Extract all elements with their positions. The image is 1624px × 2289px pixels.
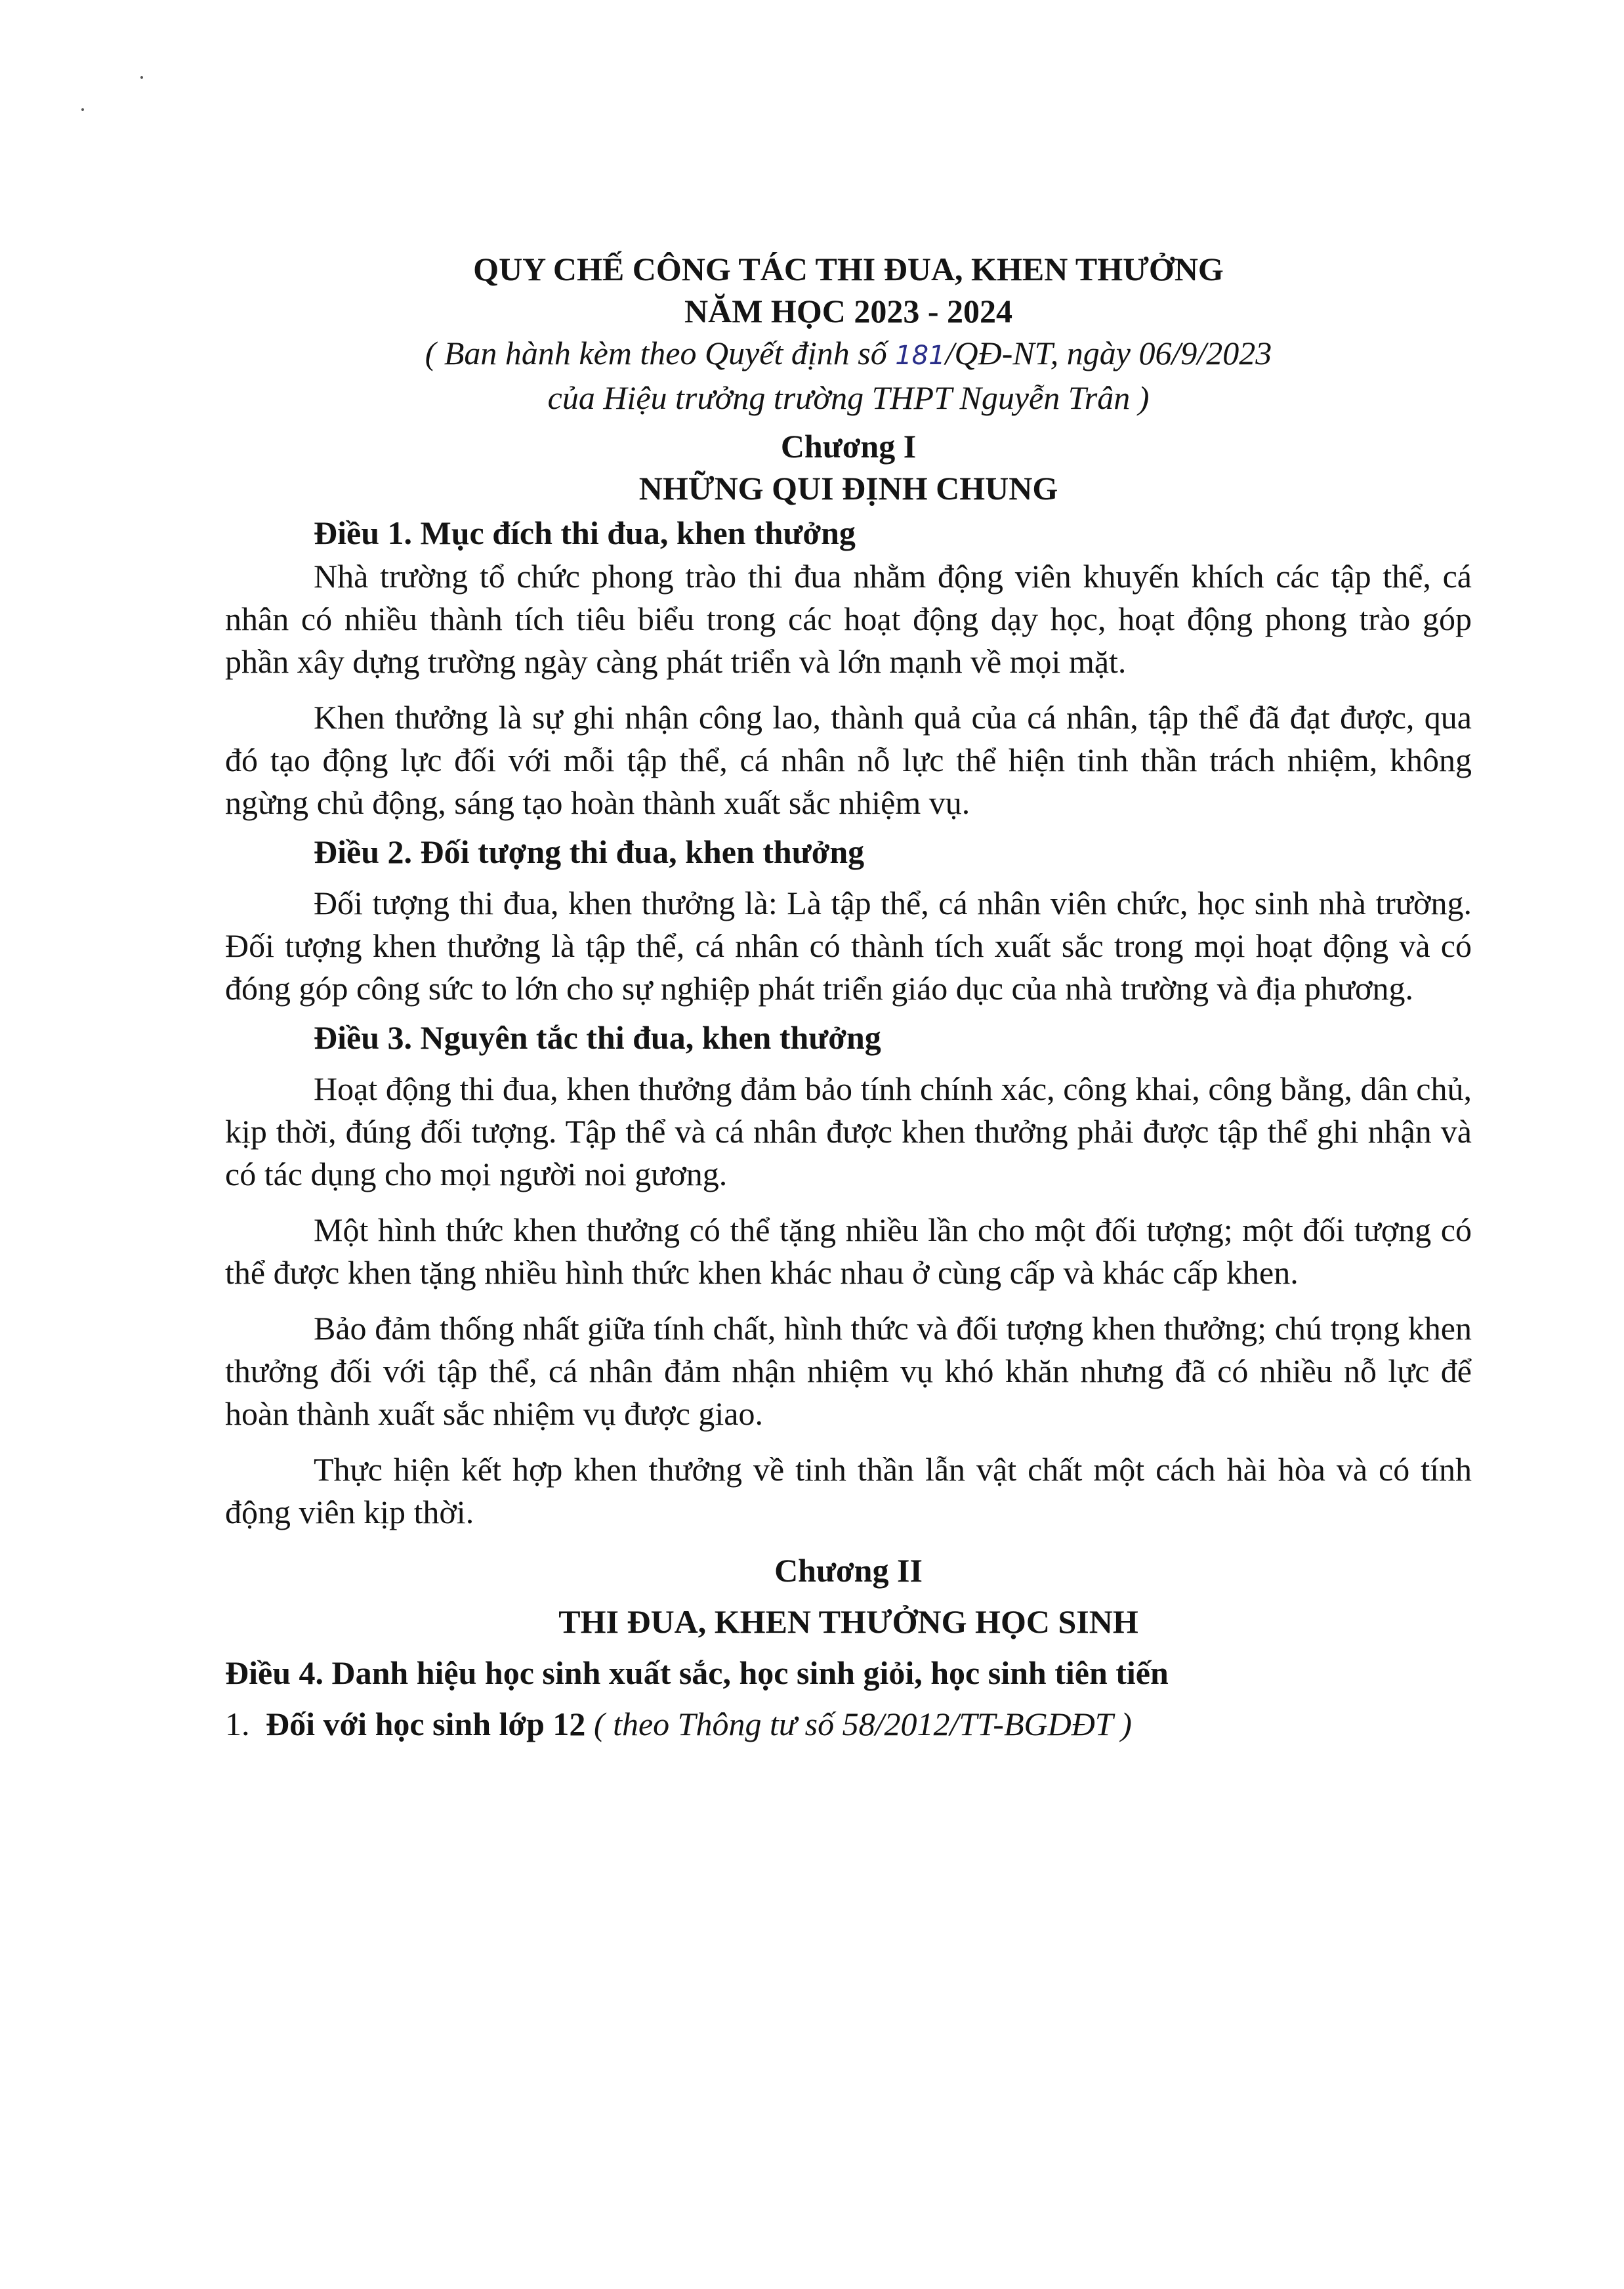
list-number: 1. — [225, 1706, 250, 1742]
document-body — [225, 248, 1472, 1745]
article-2-paragraph: Đối tượng thi đua, khen thưởng là: Là tập thể, cá nhân viên chức, học sinh nhà trường. Đối tượng khen thưởng là tập thể, cá nhân có thành tích xuất sắc trong mọi hoạt động và có đóng góp công sức to lớn cho sự nghiệp phát triển giáo dục của nhà trường và địa phương. — [225, 885, 1472, 1007]
article-3-heading: Điều 3. Nguyên tắc thi đua, khen thưởng — [314, 1019, 881, 1056]
document-school-year: NĂM HỌC 2023 - 2024 — [684, 293, 1012, 329]
article-4-item-1 — [225, 1703, 1472, 1745]
document-subtitle — [225, 332, 1472, 377]
article-3-paragraph: Hoạt động thi đua, khen thưởng đảm bảo tính chính xác, công khai, công bằng, dân chủ, kịp thời, đúng đối tượng. Tập thể và cá nhân được khen thưởng phải được tập thể ghi nhận và có tác dụng cho mọi người noi gương. — [225, 1070, 1472, 1192]
article-3-paragraph: Thực hiện kết hợp khen thưởng về tinh thần lẫn vật chất một cách hài hòa và có tính động viên kịp thời. — [225, 1451, 1472, 1530]
item-1-reference: ( theo Thông tư số 58/2012/TT-BGDĐT ) — [585, 1706, 1132, 1742]
scan-speck — [81, 108, 84, 111]
subtitle-suffix: /QĐ-NT, ngày 06/9/2023 — [945, 335, 1272, 371]
document-issuer: của Hiệu trưởng trường THPT Nguyễn Trân ) — [547, 379, 1150, 416]
scan-speck — [140, 76, 143, 79]
article-1-heading: Điều 1. Mục đích thi đua, khen thưởng — [314, 514, 856, 551]
article-3-paragraph: Một hình thức khen thưởng có thể tặng nhiều lần cho một đối tượng; một đối tượng có thể được khen tặng nhiều hình thức khen khác nhau ở cùng cấp và khác cấp khen. — [225, 1211, 1472, 1291]
handwritten-decision-number: 181 — [895, 341, 946, 371]
chapter-2-title: THI ĐUA, KHEN THƯỞNG HỌC SINH — [558, 1603, 1138, 1640]
chapter-2-label: Chương II — [774, 1552, 923, 1589]
article-3-paragraph: Bảo đảm thống nhất giữa tính chất, hình thức và đối tượng khen thưởng; chú trọng khen thưởng đối với tập thể, cá nhân đảm nhận nhiệm vụ khó khăn nhưng đã có nhiều nỗ lực để hoàn thành xuất sắc nhiệm vụ được giao. — [225, 1310, 1472, 1432]
document-title: QUY CHẾ CÔNG TÁC THI ĐUA, KHEN THƯỞNG — [473, 251, 1224, 287]
chapter-1-title: NHỮNG QUI ĐỊNH CHUNG — [638, 470, 1058, 507]
article-2-heading: Điều 2. Đối tượng thi đua, khen thưởng — [314, 833, 865, 870]
subtitle-prefix: ( Ban hành kèm theo Quyết định số — [425, 335, 896, 371]
article-1-paragraph: Nhà trường tổ chức phong trào thi đua nhằm động viên khuyến khích các tập thể, cá nhân có nhiều thành tích tiêu biểu trong các hoạt động dạy học, hoạt động phong trào góp phần xây dựng trường ngày càng phát triển và lớn mạnh về mọi mặt. — [225, 558, 1472, 680]
item-1-title: Đối với học sinh lớp 12 — [266, 1706, 586, 1742]
chapter-1-label: Chương I — [780, 428, 917, 465]
article-1-paragraph: Khen thưởng là sự ghi nhận công lao, thành quả của cá nhân, tập thể đã đạt được, qua đó tạo động lực đối với mỗi tập thể, cá nhân nỗ lực thể hiện tinh thần trách nhiệm, không ngừng chủ động, sáng tạo hoàn thành xuất sắc nhiệm vụ. — [225, 699, 1472, 821]
article-4-heading: Điều 4. Danh hiệu học sinh xuất sắc, học sinh giỏi, học sinh tiên tiến — [225, 1654, 1169, 1691]
